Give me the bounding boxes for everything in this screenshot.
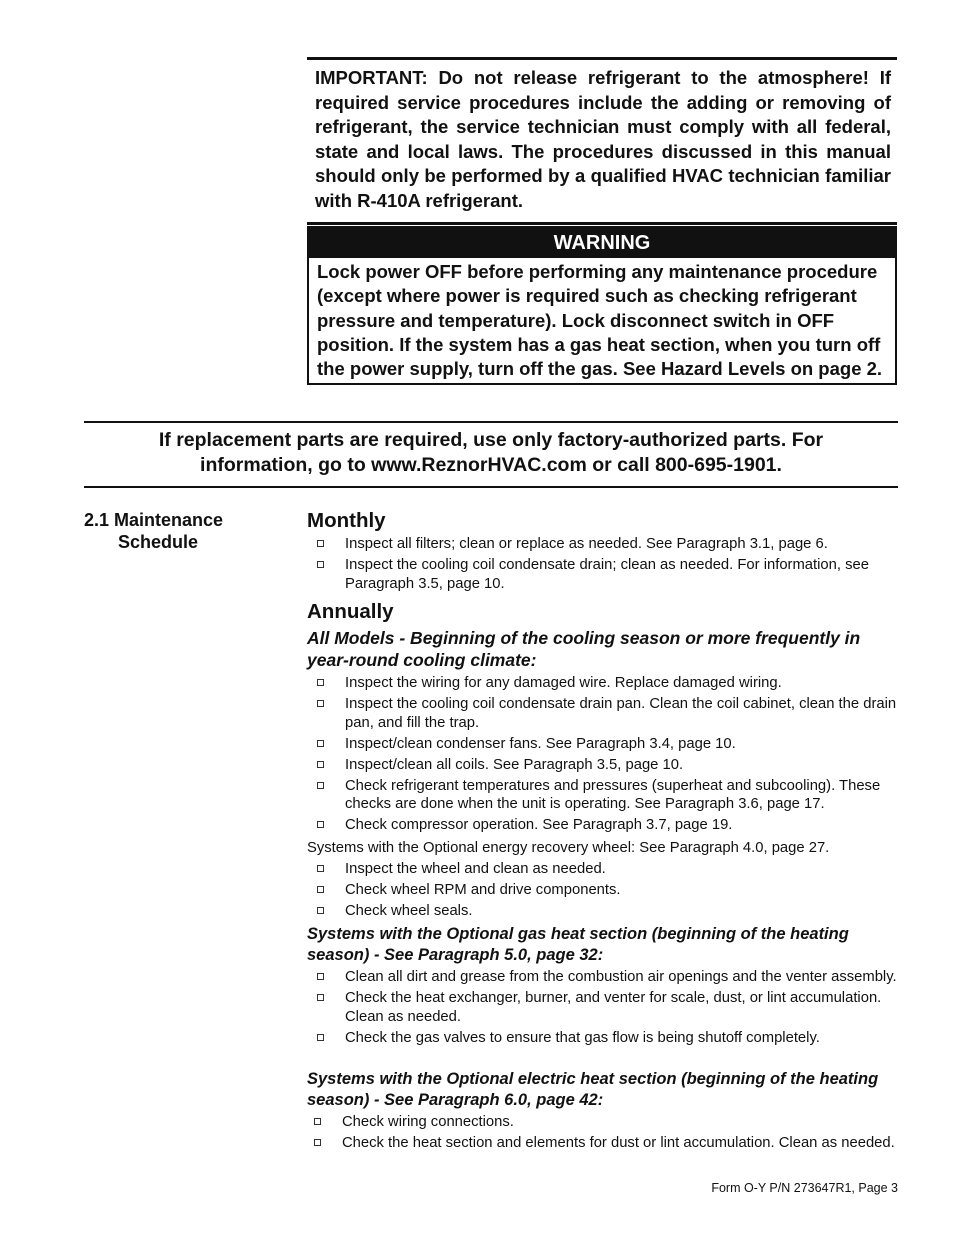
monthly-list [307,535,899,596]
list-item: Check the heat exchanger, burner, and venter for scale, dust, or lint accumulation. Clean as needed. [307,989,899,1026]
list-item: Check refrigerant temperatures and pressures (superheat and subcooling). These checks are done when the unit is operating. See Paragraph 3.6, page 17. [307,777,899,814]
list-item: Inspect/clean condenser fans. See Paragraph 3.4, page 10. [307,735,899,754]
list-item: Inspect/clean all coils. See Paragraph 3.5, page 10. [307,756,899,775]
all-models-list [307,674,899,837]
list-item: Check wheel RPM and drive components. [307,881,899,900]
checkbox-icon [317,907,324,914]
list-item: Inspect the cooling coil condensate drain pan. Clean the coil cabinet, clean the drain pan, and fill the trap. [307,695,899,732]
checkbox-icon [317,761,324,768]
checkbox-icon [317,865,324,872]
gas-heat-subheading: Systems with the Optional gas heat section (beginning of the heating season) - See Paragraph 5.0, page 32: [307,925,849,964]
parts-notice-line2: information, go to www.ReznorHVAC.com or call 800-695-1901. [200,454,782,476]
list-item: Check wheel seals. [307,902,899,921]
list-item: Inspect the wheel and clean as needed. [307,860,899,879]
annually-heading: Annually [307,600,394,623]
list-item: Check compressor operation. See Paragraph 3.7, page 19. [307,816,899,835]
checkbox-icon [317,886,324,893]
page-footer: Form O-Y P/N 273647R1, Page 3 [711,1181,898,1195]
energy-recovery-list [307,860,899,923]
checkbox-icon [317,540,324,547]
monthly-heading: Monthly [307,509,386,532]
list-item: Inspect all filters; clean or replace as needed. See Paragraph 3.1, page 6. [307,535,899,554]
checkbox-icon [317,561,324,568]
list-item: Check the gas valves to ensure that gas flow is being shutoff completely. [307,1029,899,1048]
checkbox-icon [317,994,324,1001]
section-heading: 2.1 Maintenance [84,510,224,530]
energy-recovery-intro: Systems with the Optional energy recovery wheel: See Paragraph 4.0, page 27. [307,840,830,856]
list-item: Check wiring connections. [304,1113,899,1132]
warning-heading: WARNING [309,228,895,258]
warning-text: Lock power OFF before performing any maintenance procedure (except where power is required such as checking refrigerant pressure and temperature). Lock disconnect switch in OFF position. If the system has a gas heat section, when you turn off the power supply, turn off the gas. See Hazard Levels on page 2. [317,261,883,380]
checkbox-icon [317,700,324,707]
parts-notice-line1: If replacement parts are required, use only factory-authorized parts. For [158,429,824,451]
list-item: Inspect the cooling coil condensate drain; clean as needed. For information, see Paragraph 3.5, page 10. [307,556,899,593]
list-item: Clean all dirt and grease from the combustion air openings and the venter assembly. [307,968,899,987]
checkbox-icon [314,1139,321,1146]
checkbox-icon [317,679,324,686]
important-notice [307,57,897,225]
list-item: Inspect the wiring for any damaged wire. Replace damaged wiring. [307,674,899,693]
checkbox-icon [314,1118,321,1125]
warning-box [307,226,897,385]
important-text: IMPORTANT: Do not release refrigerant to the atmosphere! If required service procedures include the adding or removing of refrigerant, the service technician must comply with all federal, state and local laws. The procedures discussed in this manual should only be performed by a qualified HVAC technician familiar with R-410A refrigerant. [315,67,891,211]
checkbox-icon [317,1034,324,1041]
checkbox-icon [317,821,324,828]
replacement-parts-notice [84,421,898,488]
electric-heat-subheading: Systems with the Optional electric heat section (beginning of the heating season) - See Paragraph 6.0, page 42: [307,1070,879,1109]
checkbox-icon [317,973,324,980]
checkbox-icon [317,740,324,747]
section-heading-line2: Schedule [118,532,199,552]
gas-heat-list [307,968,899,1050]
electric-heat-list [304,1113,899,1155]
all-models-subheading: All Models - Beginning of the cooling season or more frequently in year-round cooling climate: [307,628,861,670]
list-item: Check the heat section and elements for dust or lint accumulation. Clean as needed. [304,1134,899,1153]
checkbox-icon [317,782,324,789]
